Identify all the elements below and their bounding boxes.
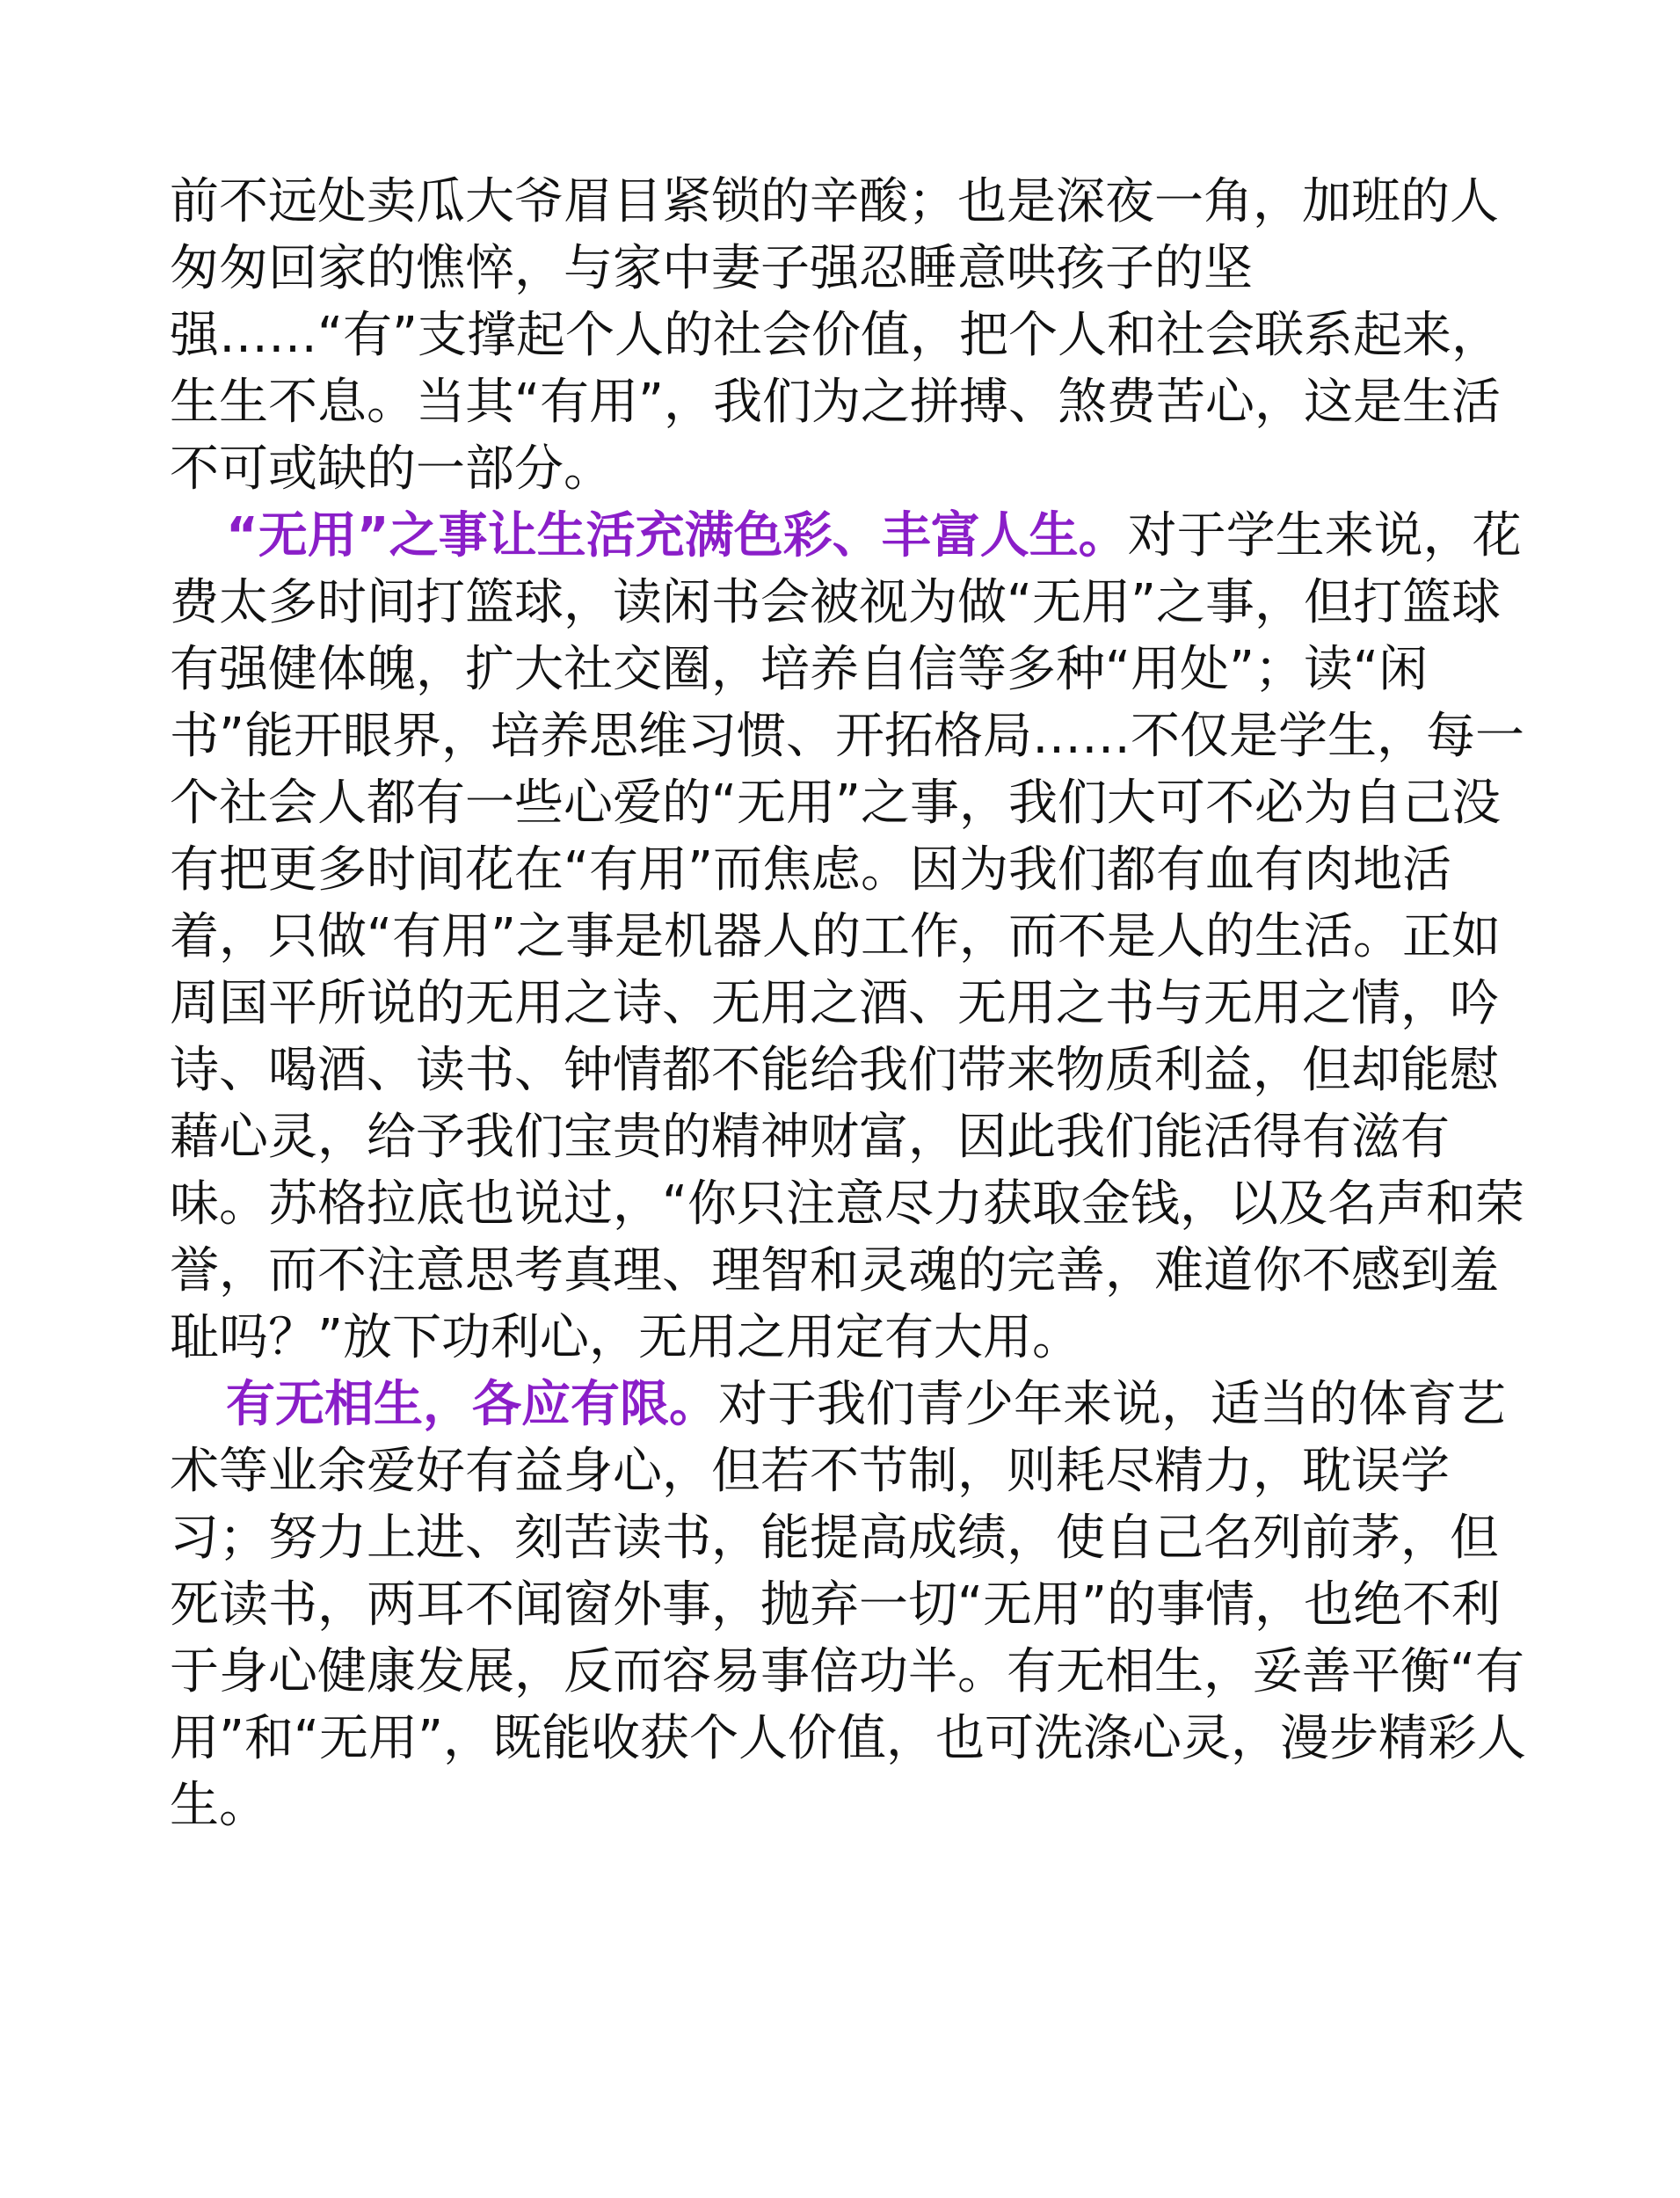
paragraph-continuation: [170, 169, 1541, 503]
paragraph-3-text: 对于我们青少年来说，适当的体育艺术等业余爱好有益身心，但若不节制，则耗尽精力，耽误学习；努力上进、刻苦读书，能提高成绩，使自己名列前茅，但死读书，两耳不闻窗外事，抛弃一切“无用”的事情，也绝不利于身心健康发展，反而容易事倍功半。有无相生，妥善平衡“有用”和“无用”，既能收获个人价值，也可洗涤心灵，漫步精彩人生。: [170, 1376, 1527, 1834]
paragraph-3-heading: 有无相生，各应有限。: [226, 1376, 718, 1433]
paragraph-useless-things: [170, 503, 1541, 1372]
paragraph-balance: [170, 1372, 1541, 1839]
document-body: [170, 169, 1541, 1839]
paragraph-2-heading: “无用”之事让生活充满色彩、丰富人生。: [226, 507, 1128, 564]
paragraph-2-text: 对于学生来说，花费太多时间打篮球，读闲书会被视为做“无用”之事，但打篮球有强健体魄，扩大社交圈，培养自信等多种“用处”；读“闲书”能开眼界，培养思维习惯、开拓格局……不仅是学生，每一个社会人都有一些心爱的“无用”之事，我们大可不必为自己没有把更多时间花在“有用”而焦虑。因为我们都有血有肉地活着，只做“有用”之事是机器人的工作，而不是人的生活。正如周国平所说的无用之诗、无用之酒、无用之书与无用之情，吟诗、喝酒、读书、钟情都不能给我们带来物质利益，但却能慰藉心灵，给予我们宝贵的精神财富，因此我们能活得有滋有味。苏格拉底也说过，“你只注意尽力获取金钱，以及名声和荣誉，而不注意思考真理、理智和灵魂的完善，难道你不感到羞耻吗？”放下功利心，无用之用定有大用。: [170, 507, 1525, 1366]
paragraph-1-text: 前不远处卖瓜大爷眉目紧锁的辛酸；也是深夜一角，加班的人匆匆回家的憔悴，与家中妻子强忍睡意哄孩子的坚强……“有”支撑起个人的社会价值，把个人和社会联系起来，生生不息。当其“有用”，我们为之拼搏、煞费苦心，这是生活不可或缺的一部分。: [170, 173, 1502, 498]
